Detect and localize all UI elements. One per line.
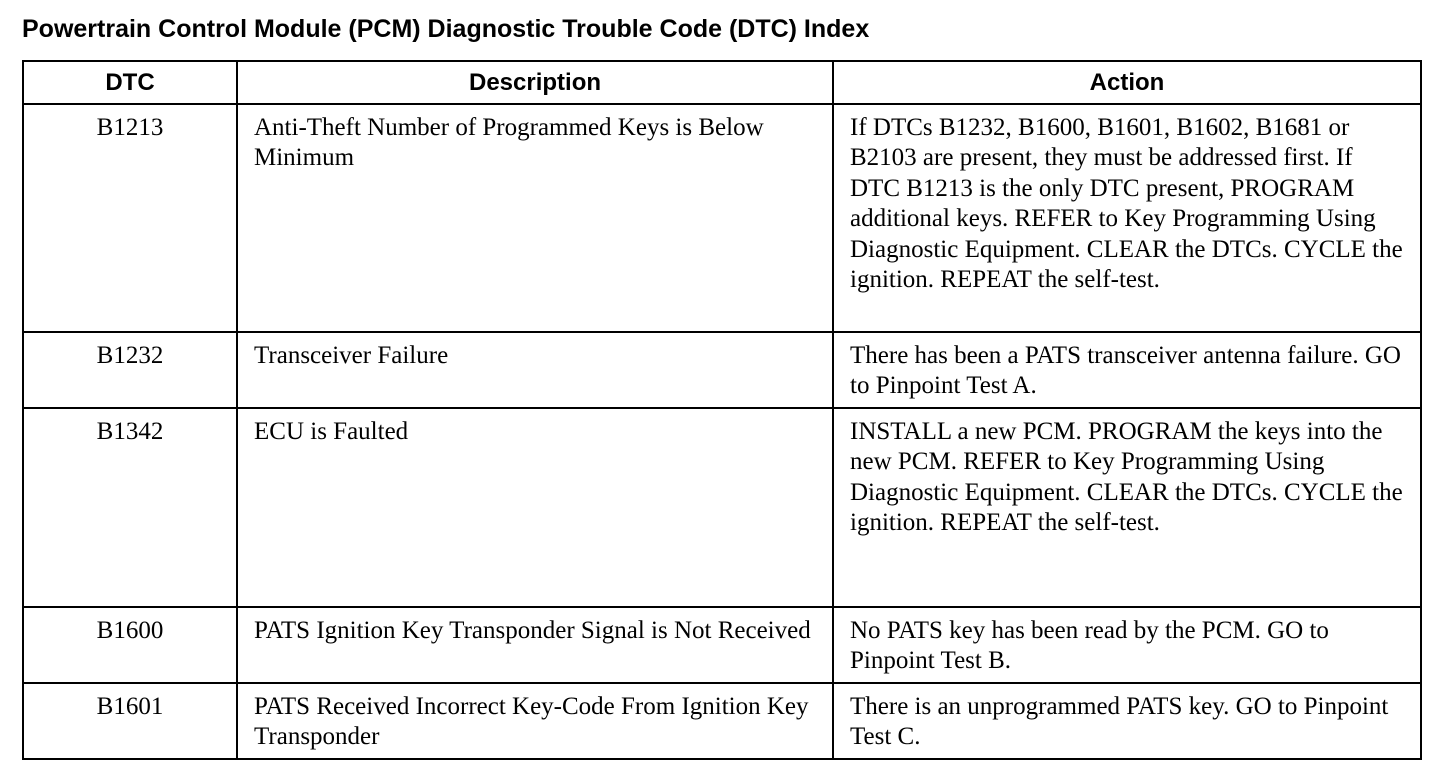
description-cell: PATS Received Incorrect Key-Code From Ignition Key Transponder bbox=[237, 683, 833, 759]
table-row bbox=[23, 104, 1421, 332]
action-cell: INSTALL a new PCM. PROGRAM the keys into the new PCM. REFER to Key Programming Using Diagnostic Equipment. CLEAR the DTCs. CYCLE the ignition. REPEAT the self-test. bbox=[833, 408, 1421, 607]
table-row bbox=[23, 607, 1421, 683]
column-header-dtc: DTC bbox=[23, 61, 237, 104]
table-row bbox=[23, 683, 1421, 759]
action-cell: There is an unprogrammed PATS key. GO to Pinpoint Test C. bbox=[833, 683, 1421, 759]
dtc-code-cell: B1232 bbox=[23, 332, 237, 408]
dtc-code-cell: B1600 bbox=[23, 607, 237, 683]
description-cell: PATS Ignition Key Transponder Signal is Not Received bbox=[237, 607, 833, 683]
description-cell: Transceiver Failure bbox=[237, 332, 833, 408]
action-cell: If DTCs B1232, B1600, B1601, B1602, B1681 or B2103 are present, they must be addressed first. If DTC B1213 is the only DTC present, PROGRAM additional keys. REFER to Key Programming Using Diagnostic Equipment. CLEAR the DTCs. CYCLE the ignition. REPEAT the self-test. bbox=[833, 104, 1421, 332]
action-cell: No PATS key has been read by the PCM. GO to Pinpoint Test B. bbox=[833, 607, 1421, 683]
table-row bbox=[23, 408, 1421, 607]
action-cell: There has been a PATS transceiver antenna failure. GO to Pinpoint Test A. bbox=[833, 332, 1421, 408]
description-cell: Anti-Theft Number of Programmed Keys is Below Minimum bbox=[237, 104, 833, 332]
dtc-code-cell: B1601 bbox=[23, 683, 237, 759]
dtc-code-cell: B1342 bbox=[23, 408, 237, 607]
table-row bbox=[23, 332, 1421, 408]
column-header-action: Action bbox=[833, 61, 1421, 104]
column-header-description: Description bbox=[237, 61, 833, 104]
description-cell: ECU is Faulted bbox=[237, 408, 833, 607]
table-header-row bbox=[23, 61, 1421, 104]
dtc-code-cell: B1213 bbox=[23, 104, 237, 332]
document-title: Powertrain Control Module (PCM) Diagnostic Trouble Code (DTC) Index bbox=[22, 15, 870, 43]
dtc-index-table bbox=[22, 60, 1422, 760]
